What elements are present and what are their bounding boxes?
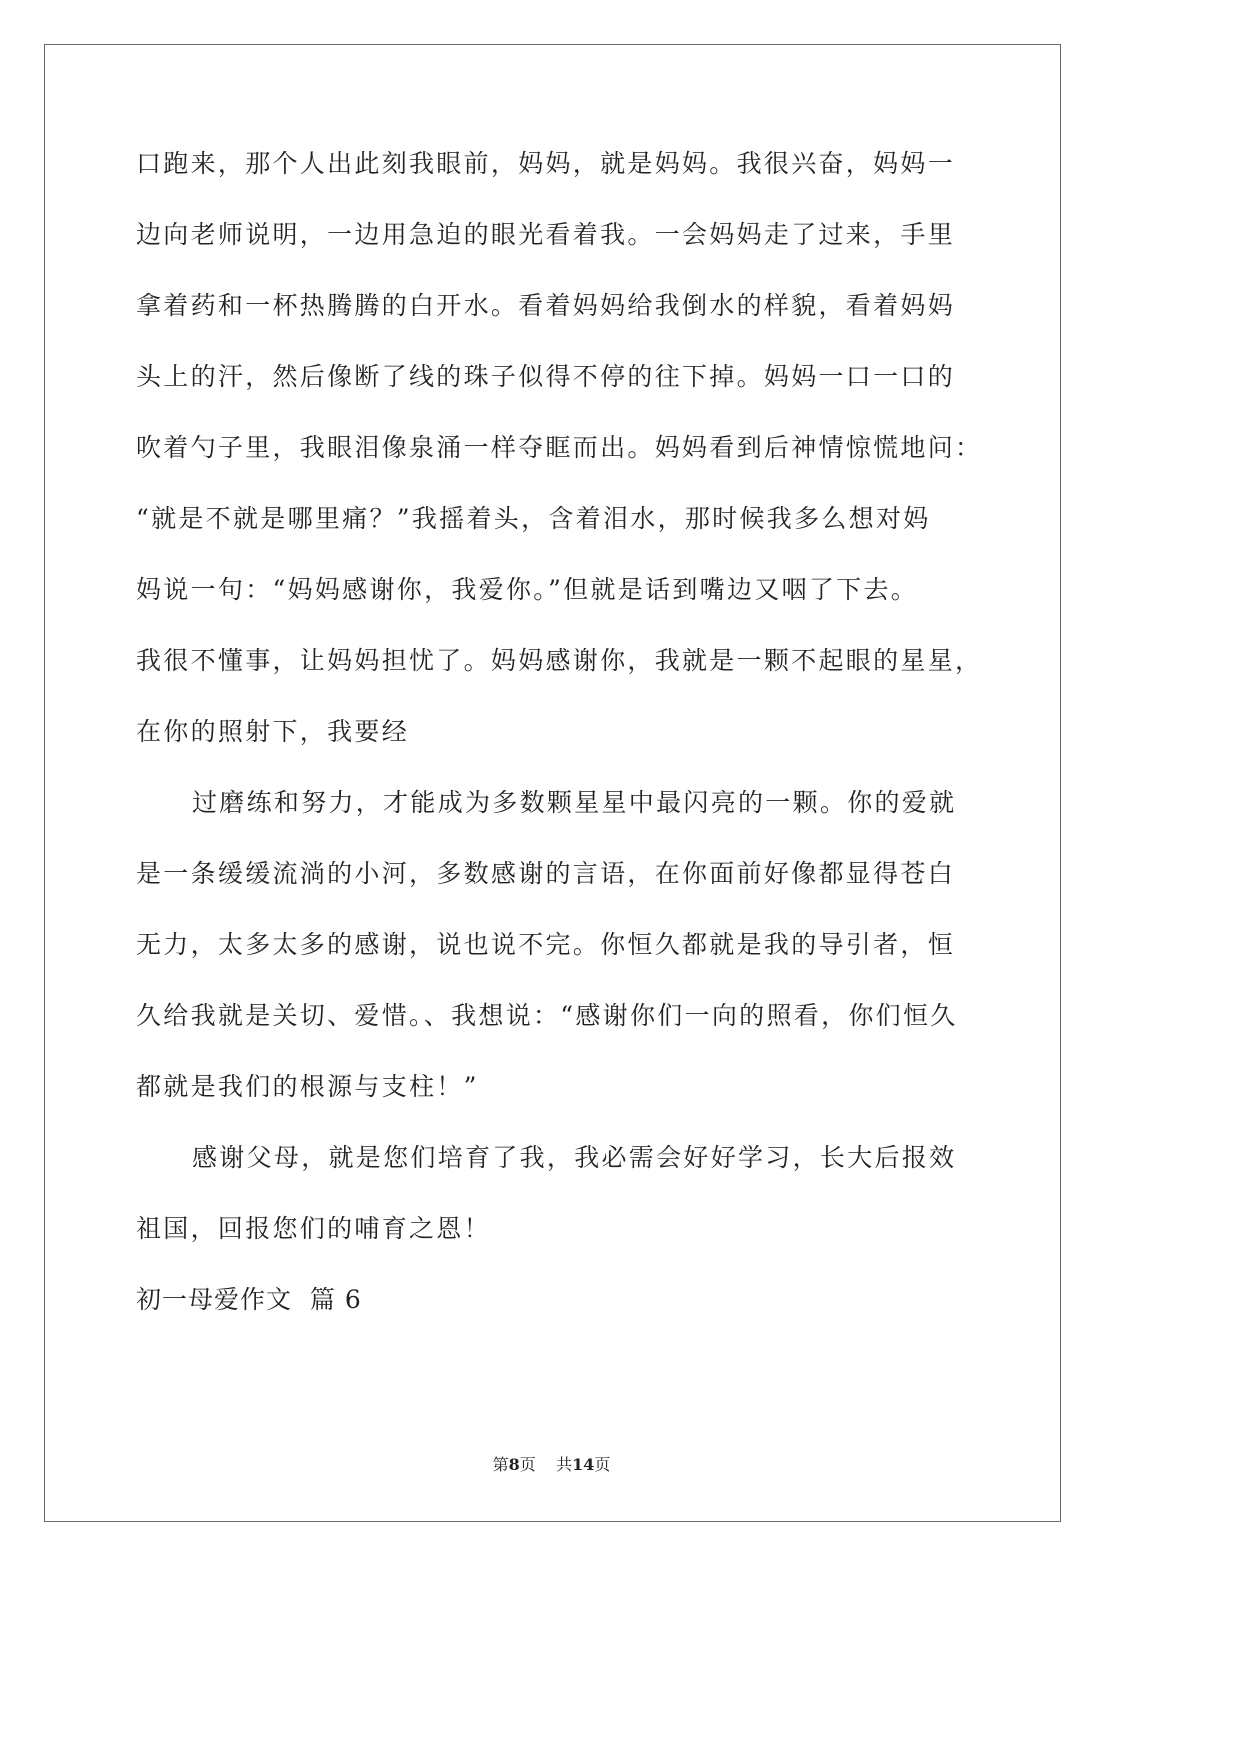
total-prefix: 共 [556, 1455, 573, 1474]
section-heading: 初一母爱作文 篇 6 [136, 1285, 362, 1314]
total-pages: 14 [572, 1455, 595, 1474]
paragraph-1-line-9: 在你的照射下，我要经 [136, 717, 410, 746]
paragraph-1-line-3: 拿着药和一杯热腾腾的白开水。看着妈妈给我倒水的样貌，看着妈妈 [136, 291, 956, 320]
paragraph-2-line-1: 过磨练和努力，才能成为多数颗星星中最闪亮的一颗。你的爱就 [192, 788, 957, 817]
paragraph-2-line-3: 无力，太多太多的感谢，说也说不完。你恒久都就是我的导引者，恒 [136, 930, 956, 959]
paragraph-1-line-5: 吹着勺子里，我眼泪像泉涌一样夺眶而出。妈妈看到后神情惊慌地问： [136, 433, 983, 462]
paragraph-2-line-4: 久给我就是关切、爱惜。、我想说：“感谢你们一向的照看，你们恒久 [136, 1001, 958, 1030]
page-suffix: 页 [519, 1455, 536, 1474]
paragraph-1-line-6: “就是不就是哪里痛？”我摇着头，含着泪水，那时候我多么想对妈 [136, 504, 931, 533]
paragraph-2-line-5: 都就是我们的根源与支柱！” [136, 1072, 479, 1101]
paragraph-1-line-1: 口跑来，那个人出此刻我眼前，妈妈，就是妈妈。我很兴奋，妈妈一 [136, 149, 956, 178]
paragraph-3-line-1: 感谢父母，就是您们培育了我，我必需会好好学习，长大后报效 [192, 1143, 957, 1172]
paragraph-2-line-2: 是一条缓缓流淌的小河，多数感谢的言语，在你面前好像都显得苍白 [136, 859, 956, 888]
page-number: 8 [508, 1455, 520, 1474]
paragraph-1-line-4: 头上的汗，然后像断了线的珠子似得不停的往下掉。妈妈一口一口的 [136, 362, 956, 391]
paragraph-1-line-7: 妈说一句：“妈妈感谢你，我爱你。”但就是话到嘴边又咽了下去。 [136, 575, 919, 604]
page-footer [0, 1452, 1103, 1475]
paragraph-1-line-2: 边向老师说明，一边用急迫的眼光看着我。一会妈妈走了过来，手里 [136, 220, 956, 249]
page-prefix: 第 [492, 1455, 509, 1474]
paragraph-3-line-2: 祖国，回报您们的哺育之恩！ [136, 1214, 491, 1243]
total-suffix: 页 [594, 1455, 611, 1474]
paragraph-1-line-8: 我很不懂事，让妈妈担忧了。妈妈感谢你，我就是一颗不起眼的星星， [136, 646, 983, 675]
document-body [136, 141, 983, 1348]
